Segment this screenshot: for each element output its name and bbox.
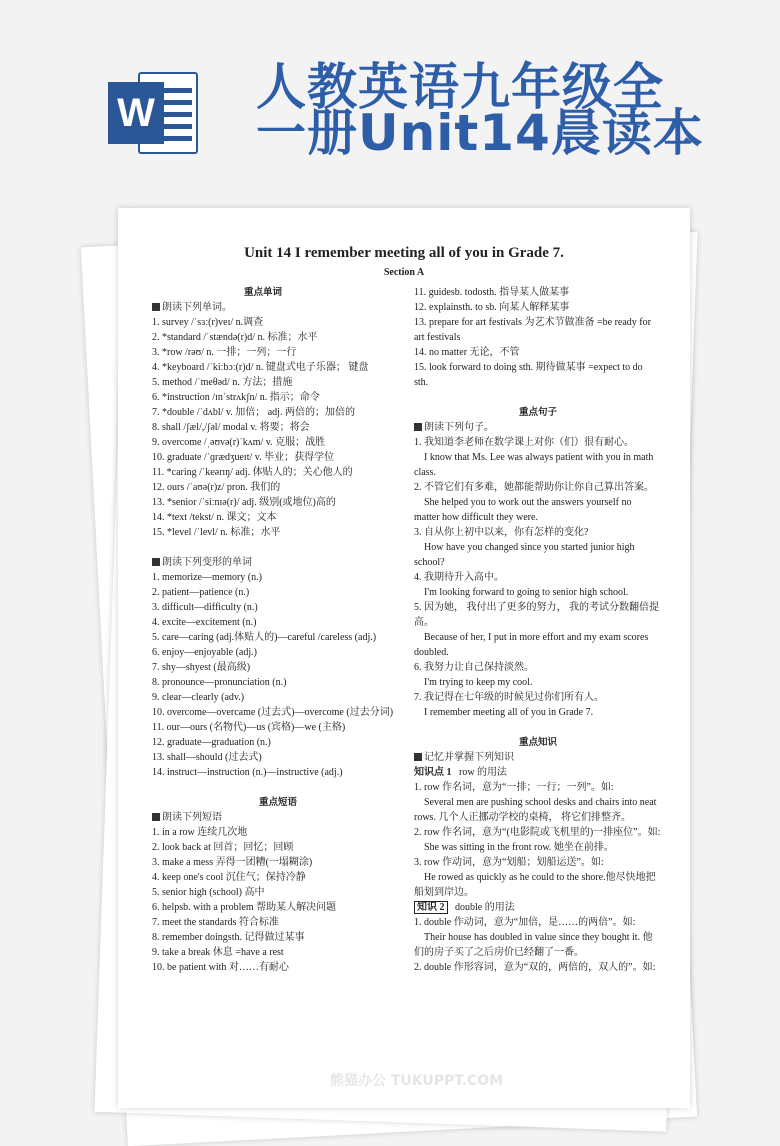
list-line: 10. graduate /ˈɡrædʒueɪt/ v. 毕业；获得学位 [152,452,335,463]
list-line: 1. double 作动词，意为“加倍，是……的两倍”。如: [414,917,636,928]
list-line: 2. *standard /ˈstændə(r)d/ n. 标准；水平 [152,332,318,343]
list-line: art festivals [414,332,461,343]
list-line: 14. no matter 无论，不管 [414,347,520,358]
list-line: 2. row 作名词，意为“(电影院或飞机里的)一排座位”。如: [414,827,661,838]
kp1-topic: row 的用法 [459,767,508,778]
list-line: 2. look back at 回首；回忆；回顾 [152,842,294,853]
list-line: 13. prepare for art festivals 为艺术节做准备 =be ready for [414,317,651,328]
list-line: 4. keep one's cool 沉住气；保持冷静 [152,872,306,883]
list-line: 3. make a mess 弄得一团糟(一塌糊涂) [152,857,313,868]
list-line: school? [414,557,445,568]
list-line: rows. 几个人正挪动学校的桌椅， 将它们排整齐。 [414,812,631,823]
list-line: 5. senior high (school) 高中 [152,887,265,898]
list-line: 1. row 作名词，意为“一排；一行；一列”。如: [414,782,614,793]
list-line: 9. overcome /ˌəʊvə(r)ˈkʌm/ v. 克服；战胜 [152,437,326,448]
list-line: 10. overcome—overcame (过去式)—overcome (过去分词) [152,707,394,718]
list-line: 8. remember doingsth. 记得做过某事 [152,932,305,943]
list-line: 10. be patient with 对……有耐心 [152,962,289,973]
list-line: 13. shall—should (过去式) [152,752,262,763]
list-line: 15. *level /ˈlevl/ n. 标准；水平 [152,527,281,538]
list-line: Several men are pushing school desks and chairs into neat [424,797,657,808]
list-line: 6. 我努力让自己保持淡然。 [414,662,534,673]
kp1-label: 知识点 1 [414,767,452,778]
list-line: 1. 我知道李老师在数学课上对你（们）很有耐心。 [414,437,634,448]
word-logo-icon [108,66,200,160]
list-line: How have you changed since you started junior high [424,542,635,553]
list-line: Their house has doubled in value since they bought it. 他 [424,932,653,943]
document-title: Unit 14 I remember meeting all of you in Grade 7. [244,245,564,261]
list-line: 1. survey /ˈsɜː(r)veɪ/ n.调查 [152,317,264,328]
section-label: Section A [383,267,425,278]
list-line: 8. pronounce—pronunciation (n.) [152,677,287,688]
list-line: 2. 不管它们有多难，她都能帮助你让你自己算出答案。 [414,482,654,493]
list-line: 6. enjoy—enjoyable (adj.) [152,647,257,658]
list-line: 11. guidesb. todosth. 指导某人做某事 [414,287,570,298]
list-line: I'm looking forward to going to senior high school. [424,587,629,598]
list-line: 船划到岸边。 [414,887,474,898]
list-line: 11. our—ours (名物代)—us (宾格)—we (主格) [152,722,346,733]
list-line: I'm trying to keep my cool. [424,677,533,688]
list-line: 6. *instruction /ɪnˈstrʌkʃn/ n. 指示；命令 [152,392,320,403]
list-line: 9. clear—clearly (adv.) [152,692,245,703]
list-line: matter how difficult they were. [414,512,538,523]
list-line: 3. row 作动词，意为“划船；划船运送”。如: [414,857,604,868]
watermark: 熊猫办公 TUKUPPT.COM [330,1073,504,1089]
list-line: 2. patient—patience (n.) [152,587,250,598]
list-line: 12. explainsth. to sb. 向某人解释某事 [414,302,570,313]
list-line: 5. care—caring (adj.体贴人的)—careful /careless (adj.) [152,632,377,643]
list-line: 5. 因为她， 我付出了更多的努力， 我的考试分数翻倍提 [414,602,659,613]
list-line: 1. memorize—memory (n.) [152,572,262,583]
list-line: 12. graduate—graduation (n.) [152,737,271,748]
list-line: 12. ours /ˈaʊə(r)z/ pron. 我们的 [152,482,281,493]
knowledge-heading: 重点知识 [518,737,557,748]
list-line: 7. shy—shyest (最高级) [152,662,251,673]
list-line: 5. method /ˈmeθəd/ n. 方法；措施 [152,377,293,388]
list-line: 4. *keyboard /ˈkiːbɔː(r)d/ n. 键盘式电子乐器； 键盘 [152,362,369,373]
list-line: 高。 [414,617,434,628]
list-line: 2. double 作形容词，意为“双的，两倍的，双人的”。如: [414,962,656,973]
list-line: I remember meeting all of you in Grade 7. [424,707,594,718]
sentences-instruction: 朗读下列句子。 [414,420,662,435]
list-line: 15. look forward to doing sth. 期待做某事 =expect to do [414,362,643,373]
list-line: 4. excite—excitement (n.) [152,617,257,628]
list-line: 14. instruct—instruction (n.)—instructive (adj.) [152,767,343,778]
list-line: 7. *double /ˈdʌbl/ v. 加倍； adj. 两倍的；加倍的 [152,407,355,418]
kp2-topic: double 的用法 [455,902,515,913]
knowledge-instruction: 记忆并掌握下列知识 [414,750,662,765]
list-line: Because of her, I put in more effort and my exam scores [424,632,649,643]
list-line: 7. 我记得在七年级的时候见过你们所有人。 [414,692,604,703]
phrases-instruction: 朗读下列短语 [152,810,404,825]
vocab-instruction: 朗读下列单词。 [152,300,404,315]
phrases-heading: 重点短语 [258,797,297,808]
list-line: 1. in a row 连续几次地 [152,827,248,838]
list-line: I know that Ms. Lee was always patient with you in math [424,452,654,463]
forms-instruction: 朗读下列变形的单词 [152,555,404,570]
list-line: doubled. [414,647,449,658]
list-line: She was sitting in the front row. 她坐在前排。 [424,842,614,853]
list-line: sth. [414,377,429,388]
list-line: She helped you to work out the answers yourself no [424,497,632,508]
title-line-1: 人教英语九年级全 [256,58,664,116]
list-line: 3. 自从你上初中以来，你有怎样的变化? [414,527,589,538]
list-line: 们的房子买了之后房价已经翻了一番。 [414,947,584,958]
list-line: 3. *row /rəʊ/ n. 一排；一列；一行 [152,347,297,358]
title-line-2: 一册Unit14晨读本 [256,104,704,162]
list-line: class. [414,467,436,478]
left-column [152,285,404,975]
list-line: 13. *senior /ˈsiːnɪə(r)/ adj. 级别(或地位)高的 [152,497,336,508]
list-line: 9. take a break 休息 =have a rest [152,947,284,958]
list-line: 6. helpsb. with a problem 帮助某人解决问题 [152,902,337,913]
list-line: 14. *text /tekst/ n. 课文；文本 [152,512,277,523]
list-line: 3. difficult—difficulty (n.) [152,602,258,613]
vocab-heading: 重点单词 [243,287,282,298]
right-column [414,285,662,975]
list-line: 11. *caring /ˈkeərɪŋ/ adj. 体贴人的；关心他人的 [152,467,353,478]
list-line: 8. shall /ʃæl/,/ʃəl/ modal v. 将要；将会 [152,422,310,433]
sentences-heading: 重点句子 [518,407,557,418]
list-line: He rowed as quickly as he could to the shore.他尽快地把 [424,872,656,883]
kp2-label: 知识 2 [414,901,448,914]
logo-letter: W [108,82,164,144]
list-line: 7. meet the standards 符合标准 [152,917,279,928]
list-line: 4. 我期待升入高中。 [414,572,504,583]
banner-title [256,58,776,162]
